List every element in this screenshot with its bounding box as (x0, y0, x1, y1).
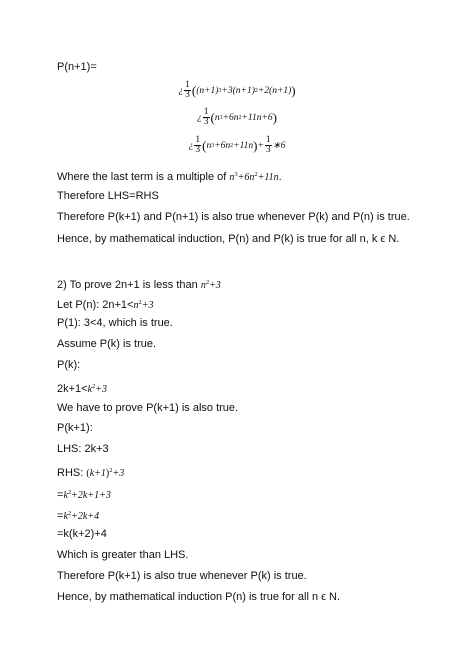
therefore-line-1: Therefore P(k+1) and P(n+1) is also true whenever P(k) and P(n) is true. (57, 211, 410, 223)
n-squared-plus-3: $n^2+3$ (200, 279, 221, 291)
equation-3: ¿ $\frac{1}{3}$ ( n 3 +6n 2 +11n ) + $\frac{1}{3}$ ∗6 (188, 135, 286, 155)
eq-a-expression: $k^2+2k+1+3$ (63, 489, 111, 501)
greater-line: Which is greater than LHS. (57, 549, 189, 561)
hence-line-1: Hence, by mathematical induction, P(n) and P(k) is true for all n, k ϵ N. (57, 233, 400, 245)
equation-1: ¿ $\frac{1}{3}$ ( (n+1) 3 +3(n+1) 2 +2(n+1) ) (178, 80, 296, 100)
eq-b-sign: = (57, 510, 64, 522)
we-have-line: We have to prove P(k+1) is also true. (57, 402, 239, 414)
where-line: Where the last term is a multiple of $n^3+6n^2+11n$. (57, 171, 282, 183)
where-text: Where the last term is a multiple of (57, 171, 230, 183)
hence-line-2: Hence, by mathematical induction P(n) is true for all n ϵ N. (57, 591, 341, 603)
prove-text: 2) To prove 2n+1 is less than (57, 279, 201, 291)
pk-line: P(k): (57, 359, 81, 371)
prove-line (57, 276, 221, 292)
n-squared-plus-3-b: $n^2+3$ (133, 299, 154, 311)
lhs-line: LHS: 2k+3 (57, 443, 109, 455)
rhs-expression: $(k+1)^2+3$ (86, 467, 125, 479)
rhs-text: RHS: (57, 467, 87, 479)
rhs-line (57, 464, 124, 480)
eq-line-c: =k(k+2)+4 (57, 528, 107, 540)
k-squared-plus-3: $k^2+3$ (87, 383, 108, 395)
lhs-rhs-line: Therefore LHS=RHS (57, 190, 159, 202)
polynomial-expression: $n^3+6n^2+11n$ (229, 171, 279, 183)
eq-b-expression: $k^2+2k+4$ (63, 510, 100, 522)
therefore-line-2: Therefore P(k+1) is also true whenever P(k) is true. (57, 570, 307, 582)
k-inequality-line (57, 380, 107, 396)
let-p-text: Let P(n): 2n+1< (57, 299, 134, 311)
pk1-line: P(k+1): (57, 422, 93, 434)
p1-line: P(1): 3<4, which is true. (57, 317, 173, 329)
eq-line-b (57, 507, 99, 523)
let-p-line (57, 296, 153, 312)
equation-2: ¿ $\frac{1}{3}$ ( n 3 +6n 2 +11n+6 ) (197, 107, 277, 127)
eq-a-sign: = (57, 489, 64, 501)
assume-line: Assume P(k) is true. (57, 338, 157, 350)
p-n1-label: P(n+1)= (57, 61, 97, 73)
eq-line-a (57, 486, 111, 502)
k-inequality-text: 2k+1< (57, 383, 88, 395)
